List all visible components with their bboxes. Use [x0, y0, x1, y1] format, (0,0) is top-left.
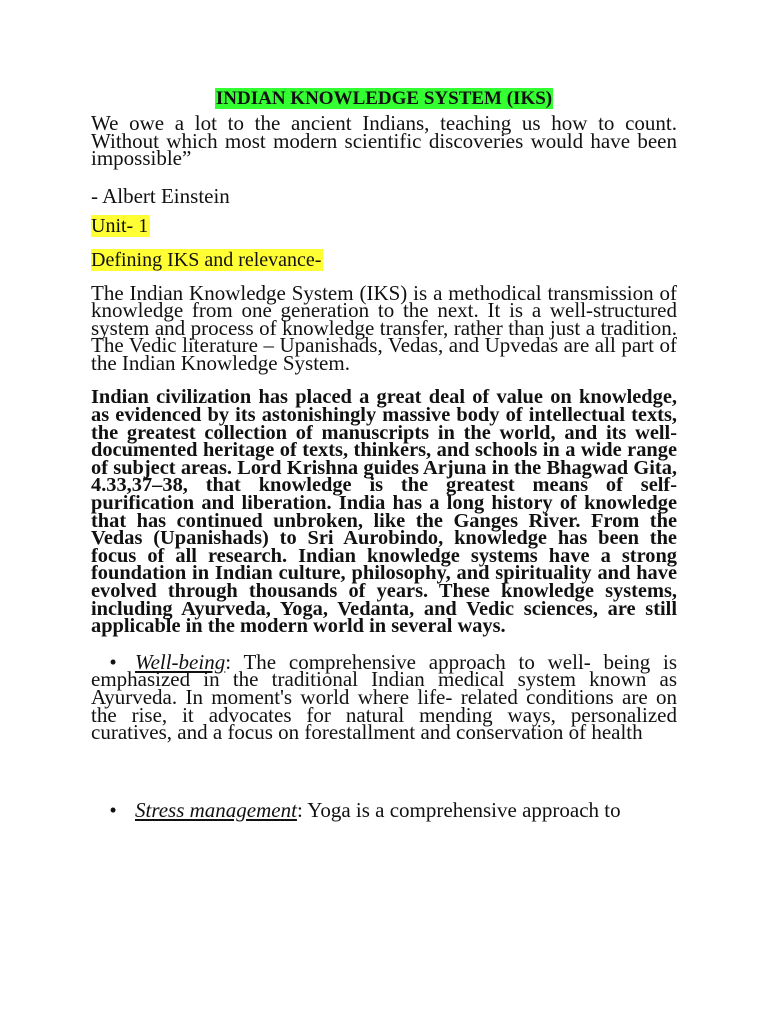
bold-paragraph: Indian civilization has placed a great deal of value on knowledge, as evidenced by its astonishingly massive body of intellectual texts, the greatest collection of manuscripts in the world, and its well-documented heritage of texts, thinkers, and schools in a wide range of subject areas. Lord Krishna guides Arjuna in the Bhagwad Gita, 4.33,37–38, that knowledge is the greatest means of self-purification and liberation. India has a long history of knowledge that has continued unbroken, like the Ganges River. From the Vedas (Upanishads) to Sri Aurobindo, knowledge has been the focus of all research. Indian knowledge systems have a strong foundation in Indian culture, philosophy, and spirituality and have evolved through thousands of years. These knowledge systems, including Ayurveda, Yoga, Vedanta, and Vedic sciences, are still applicable in the modern world in several ways.	[91, 386, 677, 638]
document-page	[91, 87, 677, 822]
bullet-marker: •	[109, 649, 117, 674]
bullet-text: : The comprehensive approach to well- being is emphasized in the traditional Indian medical system known as Ayurveda. In moment's world where life- related conditions are on the rise, it advocates for natural mending ways, personalized curatives, and a focus on forestallment and conservation of health	[91, 649, 677, 745]
intro-paragraph: The Indian Knowledge System (IKS) is a methodical transmission of knowledge from one generation to the next. It is a well-structured system and process of knowledge transfer, rather than just a tradition. The Vedic literature – Upanishads, Vedas, and Upvedas are all part of the Indian Knowledge System.	[91, 280, 677, 375]
bullet-term: Well-being	[135, 649, 226, 674]
bullet-text: : Yoga is a comprehensive approach to	[296, 797, 621, 822]
quote-author: - Albert Einstein	[91, 183, 230, 208]
bullet-item-well-being	[91, 649, 677, 745]
bullet-item-stress-management	[91, 797, 677, 822]
unit-heading: Unit- 1	[91, 214, 149, 237]
unit-heading-line	[91, 214, 677, 238]
bullet-marker: •	[109, 797, 117, 822]
section-heading-line	[91, 248, 677, 272]
bullet-term: Stress management	[135, 797, 297, 822]
document-title: INDIAN KNOWLEDGE SYSTEM (IKS)	[215, 88, 553, 109]
einstein-quote: We owe a lot to the ancient Indians, teaching us how to count. Without which most modern scientific discoveries would have been impossible”	[91, 111, 677, 170]
section-heading: Defining IKS and relevance-	[91, 248, 322, 271]
title-block	[91, 87, 677, 111]
